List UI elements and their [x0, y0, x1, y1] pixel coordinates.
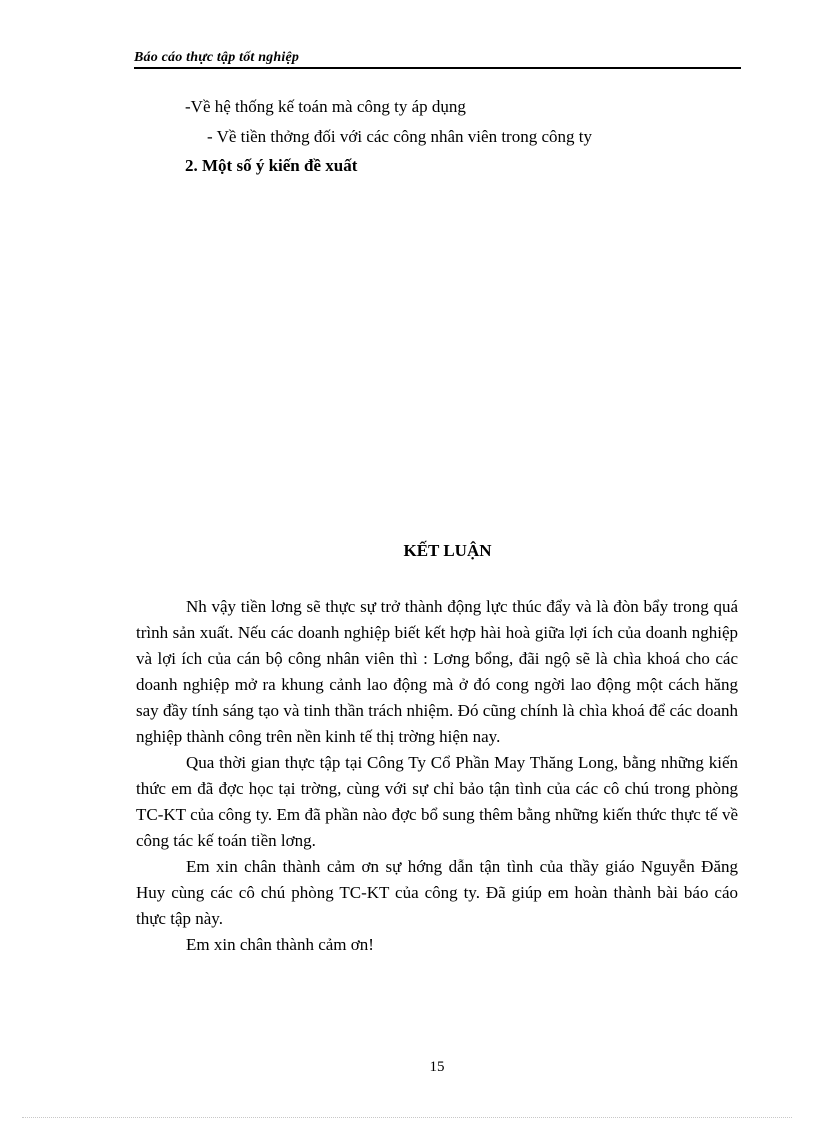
page-bottom-divider — [22, 1117, 792, 1118]
conclusion-title: KẾT LUẬN — [403, 541, 492, 560]
paragraph: Nh vậy tiền lơng sẽ thực sự trở thành động lực thúc đẩy và là đòn bẩy trong quá trình sản xuất. Nếu các doanh nghiệp biết kết hợp hài hoà giữa lợi ích của doanh nghiệp và lợi ích của cán bộ công nhân viên thì : Lơng bổng, đãi ngộ sẽ là chìa khoá cho các doanh nghiệp mở ra khung cảnh lao động mà ở đó cong ngời lao động một cách hăng say đầy tính sáng tạo và tinh thần trách nhiệm. Đó cũng chính là chìa khoá để các doanh nghiệp thành công trên nền kinh tế thị trờng hiện nay. — [136, 597, 738, 746]
paragraph: Em xin chân thành cảm ơn! — [186, 935, 374, 954]
running-header: Báo cáo thực tập tốt nghiệp — [134, 50, 741, 69]
paragraph: Qua thời gian thực tập tại Công Ty Cổ Phần May Thăng Long, bằng những kiến thức em đã đợc học tại trờng, cùng với sự chỉ bảo tận tình của các cô chú trong phòng TC-KT của công ty. Em đã phần nào đợc bổ sung thêm bằng những kiến thức thực tế về công tác kế toán tiền lơng. — [136, 753, 738, 850]
paragraph: Em xin chân thành cảm ơn sự hớng dẫn tận tình của thầy giáo Nguyễn Đăng Huy cùng các cô chú phòng TC-KT của công ty. Đã giúp em hoàn thành bài báo cáo thực tập này. — [136, 857, 738, 928]
section-heading: 2. Một số ý kiến đề xuất — [185, 156, 358, 175]
bullet-bonus: - Về tiền thởng đối với các công nhân viên trong công ty — [207, 127, 592, 146]
conclusion-body — [136, 594, 738, 958]
bullet-accounting-system: -Về hệ thống kế toán mà công ty áp dụng — [185, 97, 466, 116]
page-number: 15 — [429, 1059, 445, 1075]
